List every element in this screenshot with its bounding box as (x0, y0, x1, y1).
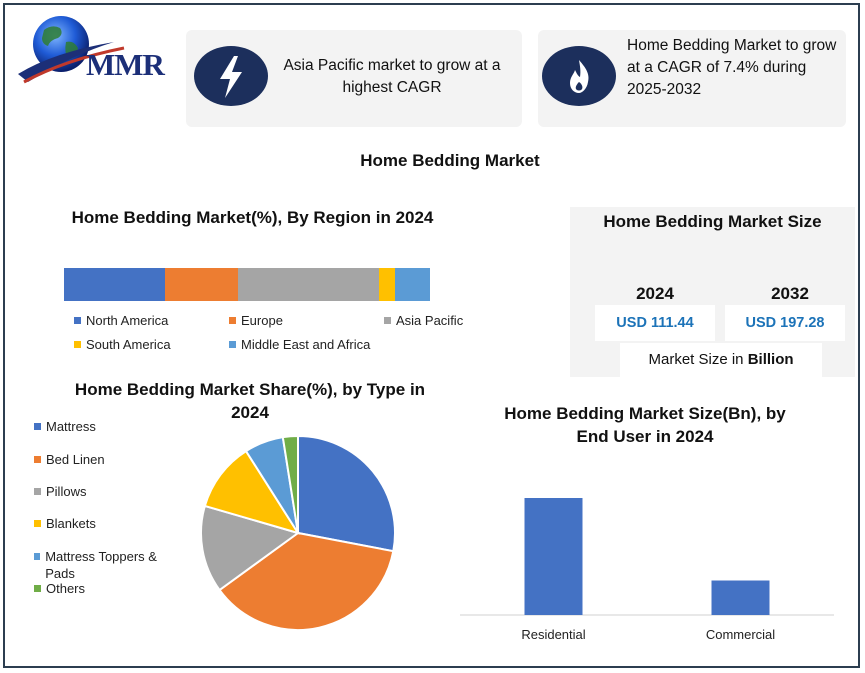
bar-commercial (712, 581, 770, 616)
region-legend-south-america (74, 337, 171, 352)
legend-swatch (34, 585, 41, 592)
legend-swatch (34, 488, 41, 495)
region-legend-asia-pacific (384, 313, 463, 328)
legend-swatch (34, 553, 40, 560)
region-segment-asia-pacific (238, 268, 379, 301)
market-size-title: Home Bedding Market Size (603, 212, 822, 231)
logo-text: MMR (86, 47, 164, 82)
value-2032: USD 197.28 (725, 305, 845, 341)
legend-label: Bed Linen (46, 452, 105, 467)
legend-swatch (34, 423, 41, 430)
legend-label: Asia Pacific (396, 313, 464, 328)
legend-swatch (34, 520, 41, 527)
mmr-logo (14, 12, 179, 92)
type-chart-title: Home Bedding Market Share(%), by Type in 2024 (74, 380, 426, 422)
region-legend-north-america (74, 313, 168, 328)
type-legend-pillows (34, 483, 174, 500)
legend-label: Middle East and Africa (241, 337, 371, 352)
highlight-text-cagr: Home Bedding Market to grow at a CAGR of 7.4% during 2025-2032 (627, 37, 837, 98)
legend-label: Europe (241, 313, 283, 328)
legend-swatch (34, 456, 41, 463)
year-2024-label: 2024 (636, 284, 674, 303)
legend-label: Blankets (46, 516, 96, 531)
legend-swatch (74, 341, 81, 348)
legend-label: Mattress (46, 419, 96, 434)
legend-swatch (229, 317, 236, 324)
legend-label: South America (86, 337, 171, 352)
enduser-bar-chart (450, 455, 850, 655)
unit-prefix: Market Size in (648, 351, 748, 368)
flame-icon (542, 46, 616, 106)
region-segment-middle-east-and-africa (395, 268, 430, 301)
type-legend-others (34, 580, 174, 597)
type-legend-blankets (34, 515, 174, 532)
market-size-panel (570, 207, 855, 377)
region-legend-europe (229, 313, 283, 328)
legend-swatch (384, 317, 391, 324)
region-legend-middle-east-and-africa (229, 337, 370, 352)
enduser-chart-title: Home Bedding Market Size(Bn), by End User in 2024 (504, 404, 786, 446)
type-legend-mattress (34, 418, 174, 435)
unit-bold: Billion (747, 351, 794, 368)
market-size-unit (620, 343, 822, 377)
legend-label: Others (46, 581, 86, 596)
type-pie-chart (188, 425, 408, 645)
region-segment-north-america (64, 268, 165, 301)
legend-swatch (74, 317, 81, 324)
region-chart-title: Home Bedding Market(%), By Region in 2024 (71, 208, 434, 227)
region-segment-south-america (379, 268, 395, 301)
highlight-card-asia (186, 30, 522, 127)
tick-label-commercial: Commercial (705, 627, 776, 642)
legend-label: Pillows (46, 484, 87, 499)
type-legend-mattress-toppers-pads (34, 548, 174, 582)
highlight-text-asia: Asia Pacific market to grow at a highest CAGR (283, 57, 501, 96)
region-stacked-bar (64, 268, 430, 301)
year-2032-label: 2032 (771, 284, 809, 303)
legend-label: North America (86, 313, 169, 328)
highlight-card-cagr (538, 30, 846, 127)
lightning-icon (194, 46, 268, 106)
main-title: Home Bedding Market (360, 151, 540, 170)
pie-slice-mattress (298, 436, 395, 551)
region-segment-europe (165, 268, 238, 301)
value-2024: USD 111.44 (595, 305, 715, 341)
type-legend-bed-linen (34, 451, 174, 468)
legend-label: Mattress Toppers & Pads (45, 549, 157, 581)
bar-residential (525, 498, 583, 615)
tick-label-residential: Residential (521, 627, 586, 642)
legend-swatch (229, 341, 236, 348)
